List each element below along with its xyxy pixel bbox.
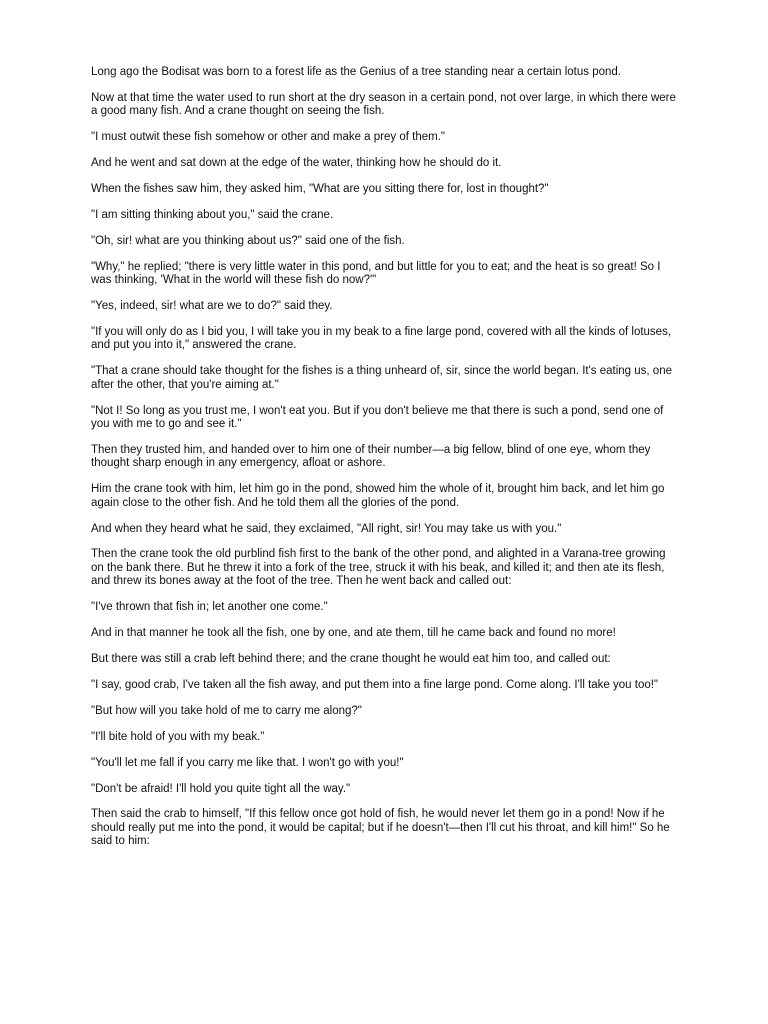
paragraph: Then they trusted him, and handed over to him one of their number—a big fellow, blind of one eye, whom they thought sharp enough in any emergency, afloat or ashore. bbox=[91, 443, 651, 470]
paragraph: "Don't be afraid! I'll hold you quite tight all the way." bbox=[91, 782, 351, 795]
paragraph: "I say, good crab, I've taken all the fish away, and put them into a fine large pond. Come along. I'll take you too!" bbox=[91, 678, 659, 691]
paragraph: "You'll let me fall if you carry me like that. I won't go with you!" bbox=[91, 756, 404, 769]
document-page bbox=[91, 66, 677, 861]
paragraph: Long ago the Bodisat was born to a forest life as the Genius of a tree standing near a certain lotus pond. bbox=[91, 66, 621, 78]
paragraph: Him the crane took with him, let him go in the pond, showed him the whole of it, brought him back, and let him go again close to the other fish. And he told them all the glories of the pond. bbox=[91, 483, 665, 509]
paragraph: "Oh, sir! what are you thinking about us?" said one of the fish. bbox=[91, 234, 405, 247]
paragraph: "I must outwit these fish somehow or other and make a prey of them." bbox=[91, 131, 445, 144]
paragraph: Then said the crab to himself, "If this fellow once got hold of fish, he would never let them go in a pond! Now if he should really put me into the pond, it would be capital; but if he doesn't—then I'll cut his throat, and kill him!" So he said to him: bbox=[91, 808, 670, 848]
paragraph: "But how will you take hold of me to carry me along?" bbox=[91, 704, 362, 717]
paragraph: And when they heard what he said, they exclaimed, "All right, sir! You may take us with you." bbox=[91, 522, 562, 535]
paragraph: "Why," he replied; "there is very little water in this pond, and but little for you to eat; and the heat is so great! So I was thinking, 'What in the world will these fish do now?'" bbox=[91, 260, 661, 287]
paragraph: "I've thrown that fish in; let another one come." bbox=[91, 601, 328, 614]
paragraph: "I am sitting thinking about you," said the crane. bbox=[91, 208, 334, 221]
paragraph: But there was still a crab left behind there; and the crane thought he would eat him too, and called out: bbox=[91, 652, 611, 665]
paragraph: "That a crane should take thought for the fishes is a thing unheard of, sir, since the world began. It's eating us, one after the other, that you're aiming at." bbox=[91, 365, 672, 391]
paragraph: When the fishes saw him, they asked him, "What are you sitting there for, lost in thought?" bbox=[91, 183, 549, 196]
paragraph: "If you will only do as I bid you, I will take you in my beak to a fine large pond, covered with all the kinds of lotuses, and put you into it," answered the crane. bbox=[91, 325, 672, 352]
paragraph: Then the crane took the old purblind fish first to the bank of the other pond, and alighted in a Varana-tree growing on the bank there. But he threw it into a fork of the tree, struck it with his beak, and killed it; and then ate its flesh, and threw its bones away at the foot of the tree. Then he went back and called out: bbox=[91, 548, 666, 588]
paragraph: "I'll bite hold of you with my beak." bbox=[91, 730, 265, 743]
paragraph: "Yes, indeed, sir! what are we to do?" said they. bbox=[91, 300, 333, 313]
paragraph: And he went and sat down at the edge of the water, thinking how he should do it. bbox=[91, 157, 502, 170]
paragraph: Now at that time the water used to run short at the dry season in a certain pond, not over large, in which there were a good many fish. And a crane thought on seeing the fish. bbox=[91, 91, 676, 118]
paragraph: "Not I! So long as you trust me, I won't eat you. But if you don't believe me that there is such a pond, send one of you with me to go and see it." bbox=[91, 404, 664, 430]
paragraph: And in that manner he took all the fish, one by one, and ate them, till he came back and found no more! bbox=[91, 627, 616, 640]
